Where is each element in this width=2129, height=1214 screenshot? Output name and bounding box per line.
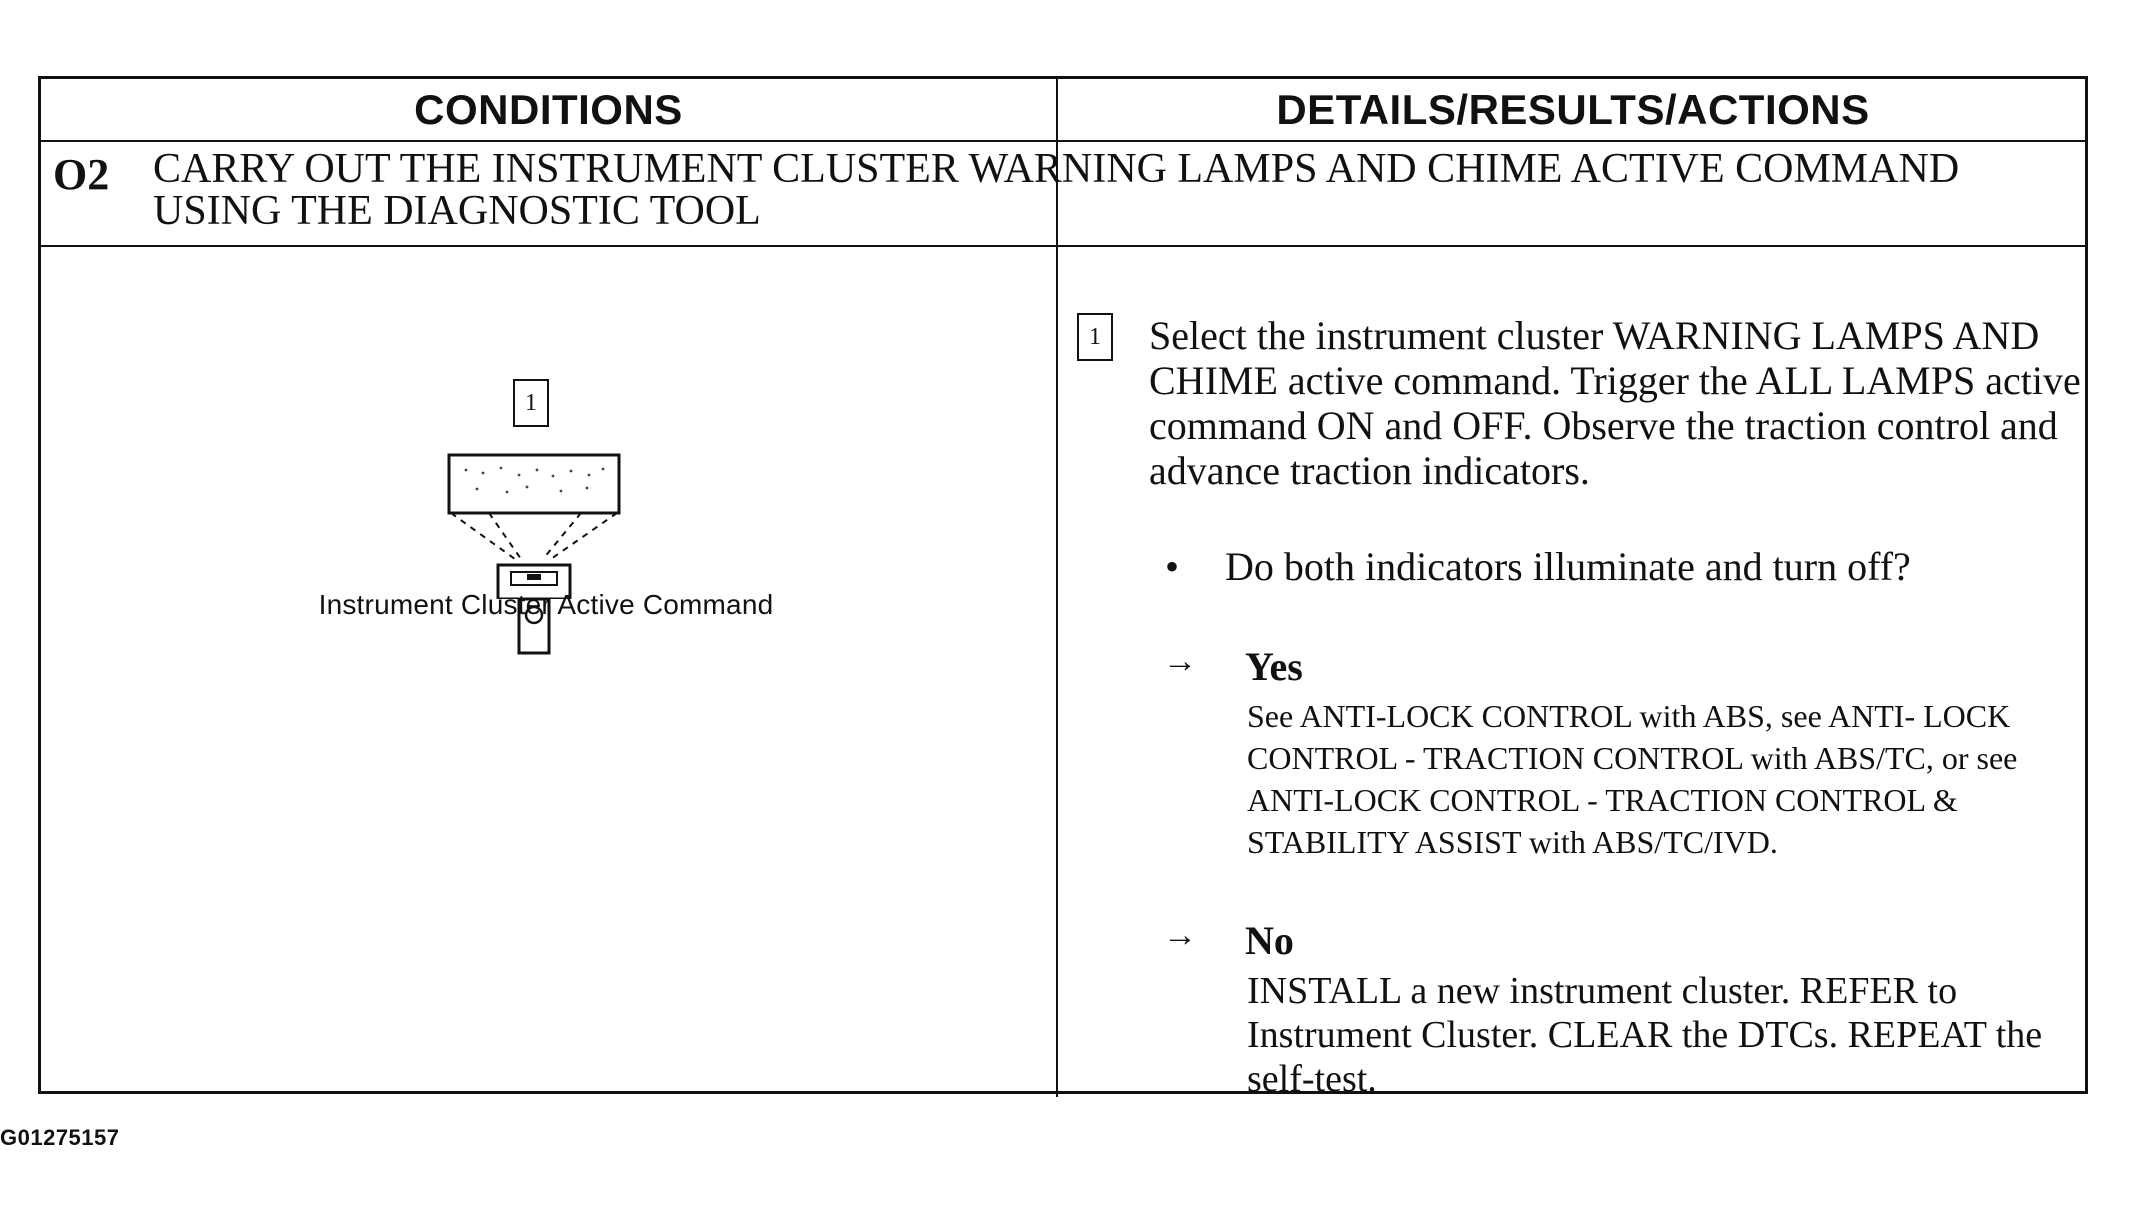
column-divider-bottom	[1056, 247, 1058, 1097]
diagnostic-step-table	[38, 76, 2088, 1100]
cluster-display-panel	[449, 455, 619, 513]
step-instruction: Select the instrument cluster WARNING LAMPS AND CHIME active command. Trigger the ALL LAMPS active command ON and OFF. Observe the traction control and advance traction indicators.	[1149, 313, 2081, 493]
bullet-icon: •	[1165, 544, 1180, 589]
no-label: No	[1245, 918, 1294, 963]
step-row-divider	[41, 245, 2085, 247]
no-action-text: INSTALL a new instrument cluster. REFER to Instrument Cluster. CLEAR the DTCs. REPEAT the self-test.	[1247, 970, 2043, 1100]
no-arrow-icon: →	[1163, 917, 1197, 954]
projection-line-inner-left	[489, 513, 521, 559]
figure-id: G01275157	[0, 1125, 120, 1150]
yes-arrow-icon: →	[1163, 643, 1197, 680]
figure-caption: Instrument Cluster Active Command	[318, 589, 774, 620]
conditions-column-header: CONDITIONS	[414, 86, 683, 133]
step-number: O2	[53, 150, 110, 199]
question-text: Do both indicators illuminate and turn off?	[1225, 544, 1911, 589]
diagnostic-tool-screen-mark	[527, 574, 541, 580]
question-row	[1165, 544, 2065, 589]
instrument-cluster-diagram	[41, 289, 1051, 599]
figure-callout-1: 1	[513, 379, 549, 427]
yes-label: Yes	[1245, 644, 1303, 689]
details-callout-1: 1	[1077, 313, 1113, 361]
yes-action-text: See ANTI-LOCK CONTROL with ABS, see ANTI- LOCK CONTROL - TRACTION CONTROL with ABS/TC, or see ANTI-LOCK CONTROL - TRACTION CONTROL & STABILITY ASSIST with ABS/TC/IVD.	[1247, 698, 2018, 860]
projection-line-inner-right	[543, 513, 581, 559]
no-result	[1163, 917, 2093, 1100]
step-title: CARRY OUT THE INSTRUMENT CLUSTER WARNING LAMPS AND CHIME ACTIVE COMMAND USING THE DIAGNOSTIC TOOL	[153, 146, 1960, 234]
projection-line-right	[551, 513, 617, 559]
instrument-cluster-figure	[41, 289, 1051, 739]
yes-result	[1163, 643, 2093, 863]
details-column-header: DETAILS/RESULTS/ACTIONS	[1276, 86, 1870, 133]
